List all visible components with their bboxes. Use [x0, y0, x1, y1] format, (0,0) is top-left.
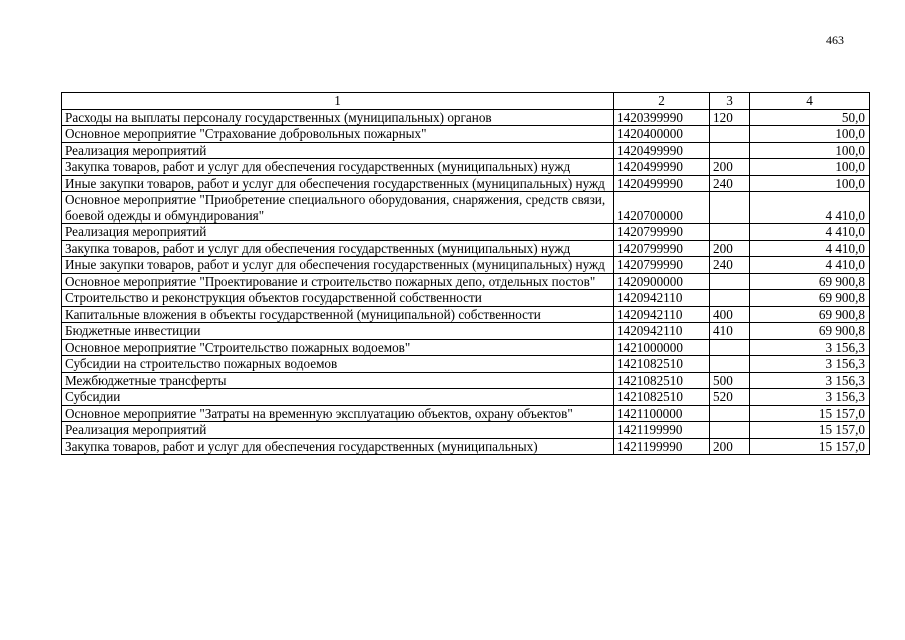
row-type-cell: [710, 339, 750, 356]
row-type-cell: [710, 224, 750, 241]
row-amount-cell: 4 410,0: [750, 192, 870, 224]
table-body: [62, 109, 870, 455]
row-name-cell: Бюджетные инвестиции: [62, 323, 614, 340]
row-name-cell: Закупка товаров, работ и услуг для обеспечения государственных (муниципальных): [62, 438, 614, 455]
row-code-cell: 1421082510: [614, 372, 710, 389]
row-code-cell: 1421100000: [614, 405, 710, 422]
row-name-cell: Иные закупки товаров, работ и услуг для обеспечения государственных (муниципальных) нужд: [62, 257, 614, 274]
row-type-cell: 240: [710, 175, 750, 192]
row-code-cell: 1420942110: [614, 306, 710, 323]
row-amount-cell: 100,0: [750, 126, 870, 143]
row-type-cell: 200: [710, 438, 750, 455]
table-row: [62, 142, 870, 159]
table-row: [62, 159, 870, 176]
budget-table: [61, 92, 870, 455]
table-row: [62, 273, 870, 290]
row-type-cell: [710, 405, 750, 422]
row-name-cell: Иные закупки товаров, работ и услуг для обеспечения государственных (муниципальных) нужд: [62, 175, 614, 192]
row-code-cell: 1420799990: [614, 224, 710, 241]
row-code-cell: 1420799990: [614, 257, 710, 274]
table-row: [62, 240, 870, 257]
row-code-cell: 1420799990: [614, 240, 710, 257]
row-name-cell: Закупка товаров, работ и услуг для обеспечения государственных (муниципальных) нужд: [62, 159, 614, 176]
row-name-cell: Субсидии на строительство пожарных водоемов: [62, 356, 614, 373]
table-row: [62, 389, 870, 406]
row-code-cell: 1420499990: [614, 159, 710, 176]
table-row: [62, 192, 870, 224]
row-type-cell: 500: [710, 372, 750, 389]
row-name-cell: Расходы на выплаты персоналу государственных (муниципальных) органов: [62, 109, 614, 126]
row-amount-cell: 3 156,3: [750, 389, 870, 406]
row-type-cell: [710, 290, 750, 307]
table-row: [62, 438, 870, 455]
row-amount-cell: 3 156,3: [750, 356, 870, 373]
table-row: [62, 175, 870, 192]
row-amount-cell: 3 156,3: [750, 339, 870, 356]
row-amount-cell: 3 156,3: [750, 372, 870, 389]
row-name-cell: Реализация мероприятий: [62, 224, 614, 241]
row-type-cell: 200: [710, 240, 750, 257]
table-row: [62, 323, 870, 340]
row-code-cell: 1420942110: [614, 323, 710, 340]
table-header-row: [62, 93, 870, 110]
row-type-cell: 520: [710, 389, 750, 406]
row-amount-cell: 100,0: [750, 142, 870, 159]
header-cell: 4: [750, 93, 870, 110]
row-amount-cell: 50,0: [750, 109, 870, 126]
row-amount-cell: 100,0: [750, 159, 870, 176]
row-amount-cell: 69 900,8: [750, 290, 870, 307]
row-code-cell: 1420700000: [614, 192, 710, 224]
row-type-cell: 240: [710, 257, 750, 274]
table-row: [62, 224, 870, 241]
row-type-cell: [710, 422, 750, 439]
table-row: [62, 290, 870, 307]
row-code-cell: 1421199990: [614, 438, 710, 455]
row-name-cell: Строительство и реконструкция объектов государственной собственности: [62, 290, 614, 307]
row-code-cell: 1420499990: [614, 142, 710, 159]
row-code-cell: 1420942110: [614, 290, 710, 307]
row-code-cell: 1421000000: [614, 339, 710, 356]
table-row: [62, 356, 870, 373]
row-name-cell: Межбюджетные трансферты: [62, 372, 614, 389]
page-number: 463: [826, 33, 844, 47]
row-amount-cell: 15 157,0: [750, 422, 870, 439]
row-amount-cell: 69 900,8: [750, 273, 870, 290]
header-cell: 3: [710, 93, 750, 110]
row-type-cell: 200: [710, 159, 750, 176]
row-amount-cell: 15 157,0: [750, 405, 870, 422]
row-type-cell: [710, 126, 750, 143]
header-cell: 2: [614, 93, 710, 110]
row-amount-cell: 4 410,0: [750, 257, 870, 274]
row-name-cell: Субсидии: [62, 389, 614, 406]
row-name-cell: Реализация мероприятий: [62, 142, 614, 159]
table-row: [62, 257, 870, 274]
table-row: [62, 405, 870, 422]
row-type-cell: [710, 273, 750, 290]
row-name-cell: Основное мероприятие "Страхование добровольных пожарных": [62, 126, 614, 143]
row-amount-cell: 15 157,0: [750, 438, 870, 455]
row-name-cell: Основное мероприятие "Приобретение специального оборудования, снаряжения, средств связи, боевой одежды и обмундирования": [62, 192, 614, 224]
row-name-cell: Основное мероприятие "Строительство пожарных водоемов": [62, 339, 614, 356]
row-code-cell: 1420399990: [614, 109, 710, 126]
row-amount-cell: 69 900,8: [750, 306, 870, 323]
table-row: [62, 306, 870, 323]
row-type-cell: [710, 142, 750, 159]
row-amount-cell: 4 410,0: [750, 240, 870, 257]
table-row: [62, 339, 870, 356]
row-code-cell: 1421199990: [614, 422, 710, 439]
row-type-cell: 410: [710, 323, 750, 340]
table-row: [62, 372, 870, 389]
row-name-cell: Капитальные вложения в объекты государственной (муниципальной) собственности: [62, 306, 614, 323]
row-code-cell: 1421082510: [614, 356, 710, 373]
row-amount-cell: 4 410,0: [750, 224, 870, 241]
row-code-cell: 1420400000: [614, 126, 710, 143]
row-name-cell: Основное мероприятие "Затраты на временную эксплуатацию объектов, охрану объектов": [62, 405, 614, 422]
row-name-cell: Основное мероприятие "Проектирование и строительство пожарных депо, отдельных постов": [62, 273, 614, 290]
table-row: [62, 126, 870, 143]
row-name-cell: Реализация мероприятий: [62, 422, 614, 439]
row-type-cell: [710, 192, 750, 224]
row-amount-cell: 69 900,8: [750, 323, 870, 340]
header-cell: 1: [62, 93, 614, 110]
row-amount-cell: 100,0: [750, 175, 870, 192]
row-type-cell: 400: [710, 306, 750, 323]
row-type-cell: [710, 356, 750, 373]
row-code-cell: 1421082510: [614, 389, 710, 406]
row-type-cell: 120: [710, 109, 750, 126]
table-row: [62, 109, 870, 126]
table-row: [62, 422, 870, 439]
row-name-cell: Закупка товаров, работ и услуг для обеспечения государственных (муниципальных) нужд: [62, 240, 614, 257]
row-code-cell: 1420499990: [614, 175, 710, 192]
row-code-cell: 1420900000: [614, 273, 710, 290]
